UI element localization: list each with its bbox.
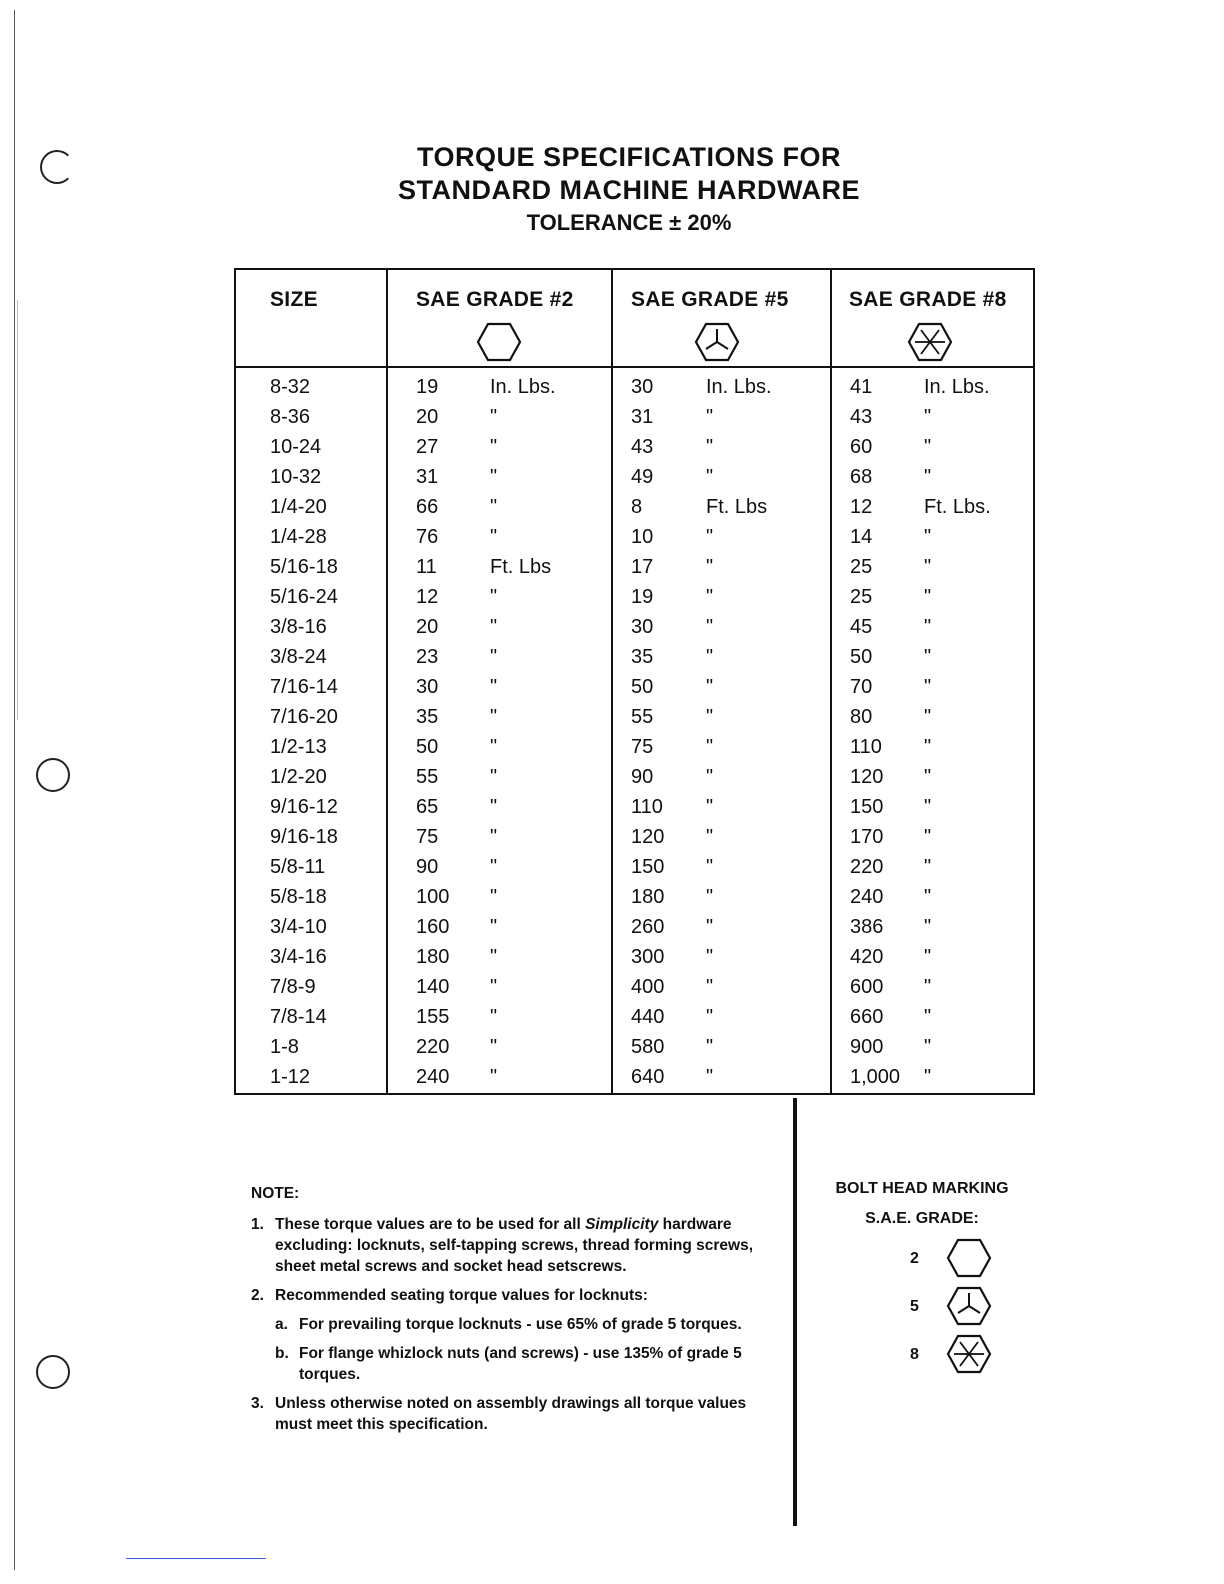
- grade5-unit: ": [706, 736, 714, 758]
- size-cell: 1/2-13: [270, 736, 327, 758]
- grade2-unit: ": [490, 886, 498, 908]
- grade2-unit: ": [490, 646, 498, 668]
- grade2-value: 90: [416, 856, 439, 878]
- torque-table: [234, 268, 1035, 1095]
- note-text-after: hardware excluding: locknuts, self-tapping screws, thread forming screws, sheet metal screws and socket head setscrews.: [275, 1216, 754, 1275]
- grade8-value: 14: [850, 526, 873, 548]
- table-row: [236, 1006, 1033, 1036]
- grade2-value: 220: [416, 1036, 450, 1058]
- grade8-unit: ": [924, 466, 932, 488]
- grade8-value: 420: [850, 946, 884, 968]
- size-cell: 8-32: [270, 376, 311, 398]
- table-row: [236, 646, 1033, 676]
- grade5-unit: ": [706, 436, 714, 458]
- grade8-unit: ": [924, 706, 932, 728]
- size-cell: 1/2-20: [270, 766, 327, 788]
- table-row: [236, 706, 1033, 736]
- grade8-value: 170: [850, 826, 884, 848]
- grade8-value: 150: [850, 796, 884, 818]
- grade8-value: 45: [850, 616, 873, 638]
- grade5-unit: ": [706, 466, 714, 488]
- size-cell: 3/4-10: [270, 916, 327, 938]
- grade5-value: 50: [631, 676, 654, 698]
- note-subitem-letter: b.: [275, 1345, 289, 1362]
- table-row: [236, 586, 1033, 616]
- grade5-unit: ": [706, 916, 714, 938]
- grade2-unit: ": [490, 706, 498, 728]
- grade5-unit: ": [706, 616, 714, 638]
- grade5-value: 300: [631, 946, 665, 968]
- table-row: [236, 676, 1033, 706]
- table-row: [236, 526, 1033, 556]
- grade5-value: 150: [631, 856, 665, 878]
- grade5-unit: ": [706, 1006, 714, 1028]
- table-row: [236, 436, 1033, 466]
- grade2-value: 66: [416, 496, 439, 518]
- grade2-unit: ": [490, 856, 498, 878]
- grade5-value: 55: [631, 706, 654, 728]
- grade2-unit: ": [490, 736, 498, 758]
- size-cell: 5/8-18: [270, 886, 327, 908]
- grade8-unit: ": [924, 616, 932, 638]
- grade5-value: 17: [631, 556, 654, 578]
- hexagon-plain-icon: [946, 1238, 992, 1278]
- grade5-value: 260: [631, 916, 665, 938]
- size-cell: 1/4-20: [270, 496, 327, 518]
- size-cell: 7/8-9: [270, 976, 316, 998]
- grade8-value: 1,000: [850, 1066, 901, 1088]
- grade5-value: 400: [631, 976, 665, 998]
- header-grade-2: SAE GRADE #2: [416, 288, 574, 311]
- note-item-1: [251, 1214, 781, 1277]
- grade8-unit: ": [924, 826, 932, 848]
- grade8-unit: Ft. Lbs.: [924, 496, 991, 518]
- grade2-unit: ": [490, 526, 498, 548]
- grade8-value: 240: [850, 886, 884, 908]
- legend-title: BOLT HEAD MARKING: [835, 1180, 1009, 1197]
- size-cell: 9/16-18: [270, 826, 338, 848]
- grade8-value: 110: [850, 736, 882, 758]
- grade5-value: 19: [631, 586, 654, 608]
- grade8-unit: ": [924, 1066, 932, 1088]
- grade2-unit: Ft. Lbs: [490, 556, 552, 578]
- brand-name: Simplicity: [585, 1216, 659, 1233]
- table-row: [236, 406, 1033, 436]
- legend-label: 8: [910, 1346, 919, 1363]
- grade8-unit: ": [924, 856, 932, 878]
- table-row: [236, 826, 1033, 856]
- grade8-value: 50: [850, 646, 873, 668]
- size-cell: 7/16-20: [270, 706, 338, 728]
- grade8-value: 70: [850, 676, 873, 698]
- grade2-value: 27: [416, 436, 439, 458]
- grade8-value: 60: [850, 436, 873, 458]
- note-subitem-letter: a.: [275, 1316, 288, 1333]
- note-text-before: These torque values are to be used for all: [275, 1216, 586, 1233]
- grade2-value: 30: [416, 676, 439, 698]
- grade8-value: 220: [850, 856, 884, 878]
- size-cell: 5/16-18: [270, 556, 338, 578]
- tolerance-subtitle: TOLERANCE ± 20%: [526, 210, 732, 235]
- bottom-underline: [126, 1558, 266, 1559]
- grade5-value: 580: [631, 1036, 665, 1058]
- grade5-unit: ": [706, 856, 714, 878]
- table-row: [236, 916, 1033, 946]
- punch-hole-bottom: [36, 1355, 70, 1389]
- grade8-unit: ": [924, 556, 932, 578]
- grade5-unit: ": [706, 556, 714, 578]
- table-row: [236, 766, 1033, 796]
- vertical-divider: [793, 1098, 797, 1526]
- header-grade-5: SAE GRADE #5: [631, 288, 789, 311]
- grade5-value: 31: [631, 406, 654, 428]
- grade5-value: 110: [631, 796, 663, 818]
- page-title-line1: TORQUE SPECIFICATIONS FOR: [416, 142, 842, 172]
- grade2-value: 20: [416, 616, 439, 638]
- page-title-line2: STANDARD MACHINE HARDWARE: [398, 175, 860, 205]
- legend-label: 2: [910, 1250, 919, 1267]
- page-edge-line: [14, 10, 15, 1570]
- grade2-value: 140: [416, 976, 450, 998]
- grade2-value: 20: [416, 406, 439, 428]
- size-cell: 7/16-14: [270, 676, 338, 698]
- grade8-unit: ": [924, 1036, 932, 1058]
- table-row: [236, 736, 1033, 766]
- table-row: [236, 1036, 1033, 1066]
- grade2-value: 50: [416, 736, 439, 758]
- grade2-value: 11: [416, 556, 437, 578]
- note-item-number: 1.: [251, 1216, 264, 1233]
- size-cell: 3/8-16: [270, 616, 327, 638]
- grade5-value: 35: [631, 646, 654, 668]
- grade5-unit: ": [706, 796, 714, 818]
- grade5-value: 440: [631, 1006, 665, 1028]
- grade5-unit: ": [706, 886, 714, 908]
- grade8-unit: ": [924, 1006, 932, 1028]
- grade8-unit: ": [924, 796, 932, 818]
- grade2-unit: ": [490, 616, 498, 638]
- table-row: [236, 496, 1033, 526]
- grade5-unit: ": [706, 676, 714, 698]
- grade8-unit: ": [924, 406, 932, 428]
- grade5-unit: ": [706, 586, 714, 608]
- note-item-text: [275, 1214, 781, 1277]
- grade2-unit: In. Lbs.: [490, 376, 556, 398]
- note-item-3: [251, 1393, 781, 1435]
- size-cell: 5/16-24: [270, 586, 338, 608]
- grade8-unit: ": [924, 526, 932, 548]
- grade8-value: 80: [850, 706, 873, 728]
- bolt-head-legend: [805, 1180, 1039, 1363]
- size-cell: 3/4-16: [270, 946, 327, 968]
- table-row: [236, 376, 1033, 406]
- grade8-value: 386: [850, 916, 884, 938]
- note-item-text: Recommended seating torque values for locknuts:: [275, 1287, 648, 1304]
- size-cell: 9/16-12: [270, 796, 338, 818]
- grade5-value: 8: [631, 496, 643, 518]
- grade2-value: 35: [416, 706, 439, 728]
- grade8-value: 43: [850, 406, 873, 428]
- hexagon-6-line-icon: [907, 322, 953, 362]
- grade2-unit: ": [490, 946, 498, 968]
- grade8-value: 12: [850, 496, 873, 518]
- grade5-unit: ": [706, 826, 714, 848]
- grade8-value: 600: [850, 976, 884, 998]
- size-cell: 1-8: [270, 1036, 299, 1058]
- grade5-value: 180: [631, 886, 665, 908]
- grade8-unit: In. Lbs.: [924, 376, 990, 398]
- grade2-value: 100: [416, 886, 450, 908]
- size-cell: 3/8-24: [270, 646, 327, 668]
- grade8-unit: ": [924, 916, 932, 938]
- legend-label: 5: [910, 1298, 919, 1315]
- grade5-value: 30: [631, 616, 654, 638]
- grade5-unit: ": [706, 946, 714, 968]
- grade8-value: 25: [850, 586, 873, 608]
- grade5-value: 49: [631, 466, 654, 488]
- size-cell: 5/8-11: [270, 856, 326, 878]
- table-row: [236, 1066, 1033, 1096]
- note-subitem-text: For flange whizlock nuts (and screws) - use 135% of grade 5 torques.: [299, 1345, 742, 1383]
- grade2-value: 75: [416, 826, 439, 848]
- legend-item-grade-8: [910, 1334, 1010, 1378]
- grade2-value: 23: [416, 646, 439, 668]
- grade2-unit: ": [490, 766, 498, 788]
- grade2-value: 155: [416, 1006, 450, 1028]
- note-subitem-text: For prevailing torque locknuts - use 65% of grade 5 torques.: [299, 1316, 742, 1333]
- grade2-unit: ": [490, 406, 498, 428]
- grade2-value: 12: [416, 586, 439, 608]
- grade2-unit: ": [490, 436, 498, 458]
- note-section: [251, 1183, 781, 1443]
- grade2-unit: ": [490, 1036, 498, 1058]
- table-header-rule: [236, 366, 1033, 368]
- grade5-value: 10: [631, 526, 654, 548]
- legend-item-grade-5: [910, 1286, 1010, 1330]
- table-row: [236, 856, 1033, 886]
- punch-hole-middle: [36, 758, 70, 792]
- grade5-value: 120: [631, 826, 665, 848]
- table-body: [236, 376, 1033, 1096]
- grade5-unit: ": [706, 976, 714, 998]
- grade2-unit: ": [490, 466, 498, 488]
- size-cell: 1/4-28: [270, 526, 327, 548]
- grade2-unit: ": [490, 796, 498, 818]
- note-subitem-a: [275, 1314, 781, 1335]
- hexagon-3-line-icon: [694, 322, 740, 362]
- grade8-value: 68: [850, 466, 873, 488]
- table-row: [236, 886, 1033, 916]
- grade8-unit: ": [924, 766, 932, 788]
- table-row: [236, 796, 1033, 826]
- grade2-unit: ": [490, 1066, 498, 1088]
- grade2-unit: ": [490, 826, 498, 848]
- grade5-unit: Ft. Lbs: [706, 496, 768, 518]
- header-grade-8: SAE GRADE #8: [849, 288, 1007, 311]
- grade2-value: 240: [416, 1066, 450, 1088]
- hexagon-6-line-icon: [946, 1334, 992, 1374]
- note-item-2: [251, 1285, 781, 1306]
- size-cell: 7/8-14: [270, 1006, 327, 1028]
- grade8-unit: ": [924, 946, 932, 968]
- grade5-unit: ": [706, 1066, 714, 1088]
- grade2-unit: ": [490, 1006, 498, 1028]
- size-cell: 10-32: [270, 466, 322, 488]
- grade8-value: 25: [850, 556, 873, 578]
- table-row: [236, 556, 1033, 586]
- note-item-text: Unless otherwise noted on assembly drawings all torque values must meet this specification.: [275, 1395, 747, 1433]
- grade8-value: 900: [850, 1036, 884, 1058]
- grade5-unit: In. Lbs.: [706, 376, 772, 398]
- note-subitem-b: [275, 1343, 781, 1385]
- grade8-unit: ": [924, 586, 932, 608]
- grade2-value: 19: [416, 376, 439, 398]
- header-size: SIZE: [270, 288, 318, 311]
- legend-item-grade-2: [910, 1238, 1010, 1282]
- grade2-unit: ": [490, 586, 498, 608]
- grade8-value: 120: [850, 766, 884, 788]
- note-item-number: 3.: [251, 1395, 264, 1412]
- grade5-unit: ": [706, 406, 714, 428]
- grade8-unit: ": [924, 886, 932, 908]
- grade8-value: 41: [850, 376, 873, 398]
- grade5-value: 30: [631, 376, 654, 398]
- grade2-unit: ": [490, 976, 498, 998]
- page-edge-line-secondary: [17, 300, 18, 720]
- grade2-value: 65: [416, 796, 439, 818]
- note-title: NOTE:: [251, 1185, 300, 1202]
- grade5-value: 640: [631, 1066, 665, 1088]
- table-row: [236, 466, 1033, 496]
- hexagon-3-line-icon: [946, 1286, 992, 1326]
- grade5-value: 75: [631, 736, 654, 758]
- grade5-unit: ": [706, 706, 714, 728]
- grade5-unit: ": [706, 646, 714, 668]
- legend-subtitle: S.A.E. GRADE:: [865, 1210, 979, 1227]
- grade5-value: 90: [631, 766, 654, 788]
- grade2-unit: ": [490, 916, 498, 938]
- grade8-unit: ": [924, 646, 932, 668]
- table-row: [236, 976, 1033, 1006]
- grade5-unit: ": [706, 1036, 714, 1058]
- grade2-value: 76: [416, 526, 439, 548]
- grade5-unit: ": [706, 766, 714, 788]
- grade2-value: 160: [416, 916, 450, 938]
- table-row: [236, 616, 1033, 646]
- grade2-value: 55: [416, 766, 439, 788]
- grade8-value: 660: [850, 1006, 884, 1028]
- grade2-value: 180: [416, 946, 450, 968]
- grade8-unit: ": [924, 736, 932, 758]
- grade8-unit: ": [924, 436, 932, 458]
- grade8-unit: ": [924, 676, 932, 698]
- grade8-unit: ": [924, 976, 932, 998]
- grade5-value: 43: [631, 436, 654, 458]
- grade5-unit: ": [706, 526, 714, 548]
- note-item-number: 2.: [251, 1287, 264, 1304]
- size-cell: 10-24: [270, 436, 322, 458]
- hexagon-plain-icon: [476, 322, 522, 362]
- grade2-unit: ": [490, 676, 498, 698]
- grade2-unit: ": [490, 496, 498, 518]
- grade2-value: 31: [416, 466, 439, 488]
- table-row: [236, 946, 1033, 976]
- size-cell: 8-36: [270, 406, 311, 428]
- size-cell: 1-12: [270, 1066, 311, 1088]
